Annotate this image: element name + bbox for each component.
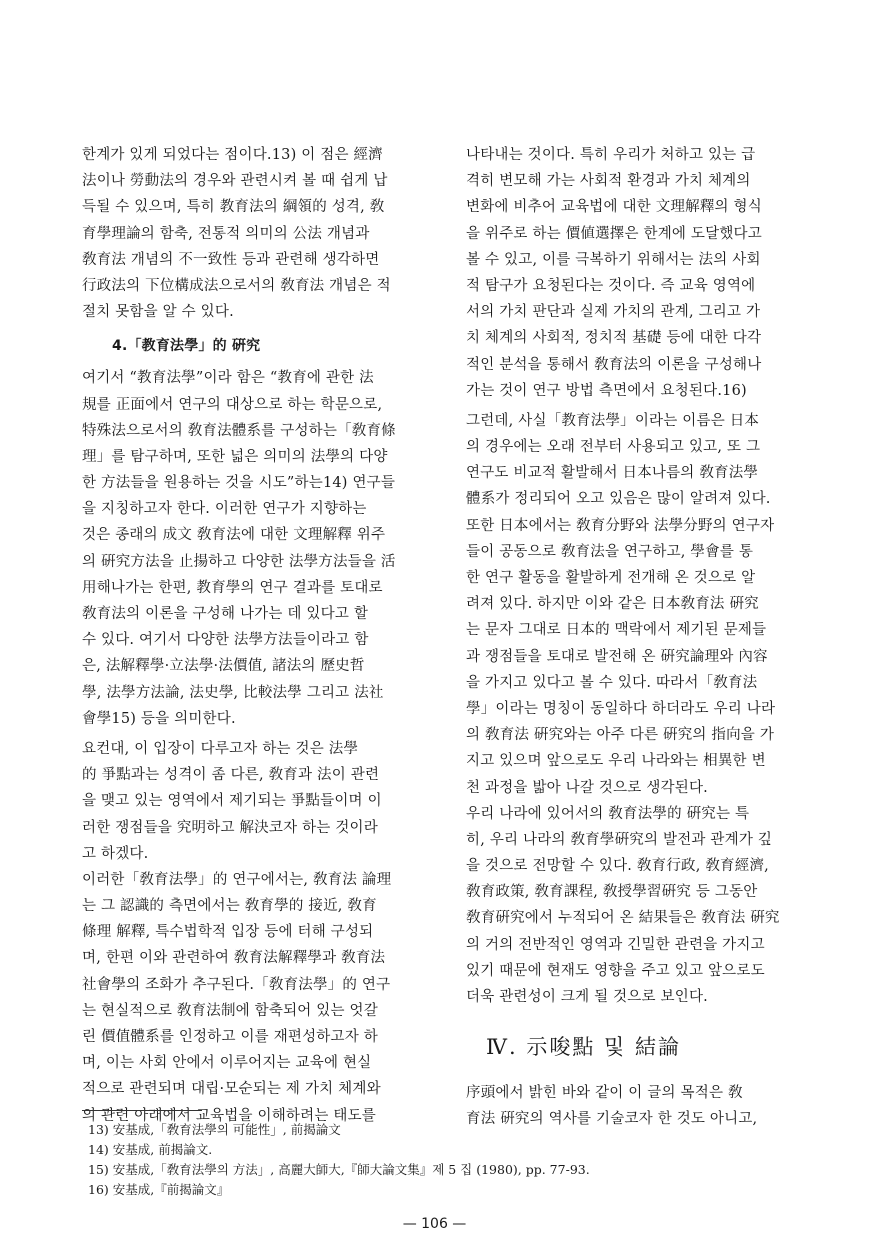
text-line: 린 價值體系를 인정하고 이를 재편성하고자 하 [82, 1029, 378, 1045]
text-line: 더욱 관련성이 크게 될 것으로 보인다. [466, 989, 708, 1005]
text-line: 그런데, 사실「教育法學」이라는 이름은 日本 [466, 412, 760, 429]
footnote: 16) 安基成,『前揭論文』 [88, 1182, 230, 1197]
left-column [82, 142, 432, 1129]
footnotes [88, 1120, 808, 1200]
text-line: 規를 正面에서 연구의 대상으로 하는 학문으로, [82, 396, 383, 413]
text-line: 敎育法 개념의 不一致性 등과 관련해 생각하면 [82, 251, 380, 268]
text-line: 적인 분석을 통해서 敎育法의 이론을 구성해나 [466, 356, 762, 373]
text-line: 한 方法들을 원용하는 것을 시도”하는14) 연구들 [82, 475, 396, 492]
text-line: 격히 변모해 가는 사회적 환경과 가치 체계의 [466, 173, 751, 190]
page-number: — 106 — [402, 1216, 467, 1232]
text-line: 의 관련 아래에서 교육법을 이해하려는 태도를 [82, 1107, 376, 1124]
text-line: 理」를 탐구하며, 또한 넓은 의미의 法學의 다양 [82, 448, 388, 465]
text-line: 는 문자 그대로 日本的 맥락에서 제기된 문제들 [466, 622, 767, 639]
right-column [466, 142, 816, 1133]
text-line: 한 연구 활동을 활발하게 전개해 온 것으로 알 [466, 570, 756, 586]
text-line: 序頭에서 밝힌 바와 같이 이 글의 목적은 敎 [466, 1085, 743, 1102]
text-line: 育學理論의 함축, 전통적 의미의 公法 개념과 [82, 225, 370, 242]
text-line: 히, 우리 나라의 敎育學硏究의 발전과 관계가 깊 [466, 831, 773, 848]
text-line: 이러한「敎育法學」的 연구에서는, 敎育法 論理 [82, 871, 392, 888]
text-line: 연구도 비교적 활발해서 日本나름의 敎育法學 [466, 465, 759, 482]
text-line: 特殊法으로서의 敎育法體系를 구성하는「敎育條 [82, 422, 396, 439]
text-line: 學」이라는 명칭이 동일하다 하더라도 우리 나라 [466, 700, 776, 717]
text-line: 育法 硏究의 역사를 기술코자 한 것도 아니고, [466, 1111, 758, 1128]
text-line: 적으로 관련되며 대립·모순되는 제 가치 체계와 [82, 1081, 381, 1098]
text-line: 的 爭點과는 성격이 좀 다른, 敎育과 法이 관련 [82, 767, 380, 784]
text-line: 서의 가치 판단과 실제 가치의 관계, 그리고 가 [466, 304, 761, 321]
text-line: 한계가 있게 되었다는 점이다.13) 이 점은 經濟 [82, 147, 383, 163]
footnote: 15) 安基成,「敎育法學의 方法」, 高麗大師大,『師大論文集』제 5 집 (1980), pp. 77-93. [88, 1162, 590, 1177]
text-line: 러한 쟁점들을 究明하고 解決코자 하는 것이라 [82, 819, 378, 836]
text-line: 을 맺고 있는 영역에서 제기되는 爭點들이며 이 [82, 793, 382, 810]
text-line: 學, 法學方法論, 法史學, 比較法學 그리고 法社 [82, 684, 384, 701]
text-line: 法이나 勞動法의 경우와 관련시켜 볼 때 쉽게 납 [82, 173, 388, 190]
text-line: 들이 공동으로 敎育法을 연구하고, 學會를 통 [466, 543, 754, 560]
text-line: 것은 종래의 成文 敎育法에 대한 文理解釋 위주 [82, 527, 386, 544]
section-heading: Ⅳ. 示唆點 및 結論 [486, 1035, 681, 1060]
text-line: 지고 있으며 앞으로도 우리 나라와는 相異한 변 [466, 753, 766, 770]
text-line: 의 거의 전반적인 영역과 긴밀한 관련을 가지고 [466, 936, 765, 953]
text-line: 會學15) 등을 의미한다. [82, 710, 236, 727]
text-line: 나타내는 것이다. 특히 우리가 처하고 있는 급 [466, 147, 756, 163]
text-line: 득될 수 있으며, 특히 教育法의 綱領的 성격, 敎 [82, 199, 385, 216]
text-line: 려져 있다. 하지만 이와 같은 日本敎育法 硏究 [466, 596, 759, 613]
text-line: 을 것으로 전망할 수 있다. 敎育行政, 敎育經濟, [466, 858, 769, 875]
text-line: 敎育法의 이론을 구성해 나가는 데 있다고 할 [82, 606, 369, 622]
text-line: 천 과정을 밟아 나갈 것으로 생각된다. [466, 779, 708, 796]
text-line: 의 경우에는 오래 전부터 사용되고 있고, 또 그 [466, 439, 761, 456]
text-line: 의 硏究方法을 止揚하고 다양한 法學方法들을 活 [82, 553, 396, 570]
text-line: 敎育硏究에서 누적되어 온 結果들은 敎育法 硏究 [466, 910, 780, 927]
text-line: 변화에 비추어 교육법에 대한 文理解釋의 형식 [466, 199, 762, 216]
text-line: 는 그 認識的 측면에서는 敎育學的 接近, 敎育 [82, 898, 377, 915]
text-line: 며, 한편 이와 관련하여 敎育法解釋學과 敎育法 [82, 950, 386, 967]
section-heading: 4.「教育法學」的 硏究 [112, 338, 261, 355]
text-line: 敎育政策, 敎育課程, 敎授學習硏究 등 그동안 [466, 884, 758, 901]
text-line: 요컨대, 이 입장이 다루고자 하는 것은 法學 [82, 740, 359, 757]
text-line: 을 위주로 하는 價値選擇은 한계에 도달했다고 [466, 225, 762, 242]
text-line: 절치 못함을 알 수 있다. [82, 304, 234, 321]
text-line: 볼 수 있고, 이를 극복하기 위해서는 法의 사회 [466, 251, 761, 268]
text-line: 는 현실적으로 敎育法制에 함축되어 있는 엇갈 [82, 1002, 378, 1019]
footnote: 13) 安基成,「敎育法學의 可能性」, 前揭論文 [88, 1122, 341, 1137]
text-line: 行政法의 下位構成法으로서의 敎育法 개념은 적 [82, 277, 391, 294]
text-line: 며, 이는 사회 안에서 이루어지는 교육에 현실 [82, 1055, 372, 1072]
text-line: 또한 日本에서는 敎育分野와 法學分野의 연구자 [466, 517, 775, 534]
footnote: 14) 安基成, 前揭論文. [88, 1142, 213, 1157]
text-line: 의 敎育法 硏究와는 아주 다른 硏究의 指向을 가 [466, 727, 775, 744]
text-line: 體系가 정리되어 오고 있음은 많이 알려져 있다. [466, 491, 771, 508]
text-line: 여기서 “教育法學”이라 함은 “教育에 관한 法 [82, 370, 374, 387]
text-line: 적 탐구가 요청된다는 것이다. 즉 교육 영역에 [466, 277, 756, 294]
text-line: 가는 것이 연구 방법 측면에서 요청된다.16) [466, 382, 747, 399]
text-line: 用해나가는 한편, 教育學의 연구 결과를 토대로 [82, 579, 383, 596]
text-line: 치 체계의 사회적, 정치적 基礎 등에 대한 다각 [466, 330, 762, 347]
text-line: 은, 法解釋學·立法學·法價值, 諸法의 歷史哲 [82, 658, 365, 675]
text-line: 을 가지고 있다고 볼 수 있다. 따라서「敎育法 [466, 674, 758, 691]
text-line: 고 하겠다. [82, 845, 149, 862]
text-line: 을 지칭하고자 한다. 이러한 연구가 지향하는 [82, 501, 367, 518]
text-line: 수 있다. 여기서 다양한 法學方法들이라고 함 [82, 632, 369, 649]
text-line: 社會學의 조화가 추구된다.「敎育法學」的 연구 [82, 976, 391, 993]
text-line: 있기 때문에 현재도 영향을 주고 있고 앞으로도 [466, 962, 765, 979]
footnote-divider [82, 1110, 202, 1111]
text-line: 條理 解釋, 특수법학적 입장 등에 터해 구성되 [82, 924, 374, 941]
text-line: 우리 나라에 있어서의 敎育法學的 硏究는 특 [466, 805, 750, 822]
text-line: 과 쟁점들을 토대로 발전해 온 硏究論理와 內容 [466, 648, 768, 665]
